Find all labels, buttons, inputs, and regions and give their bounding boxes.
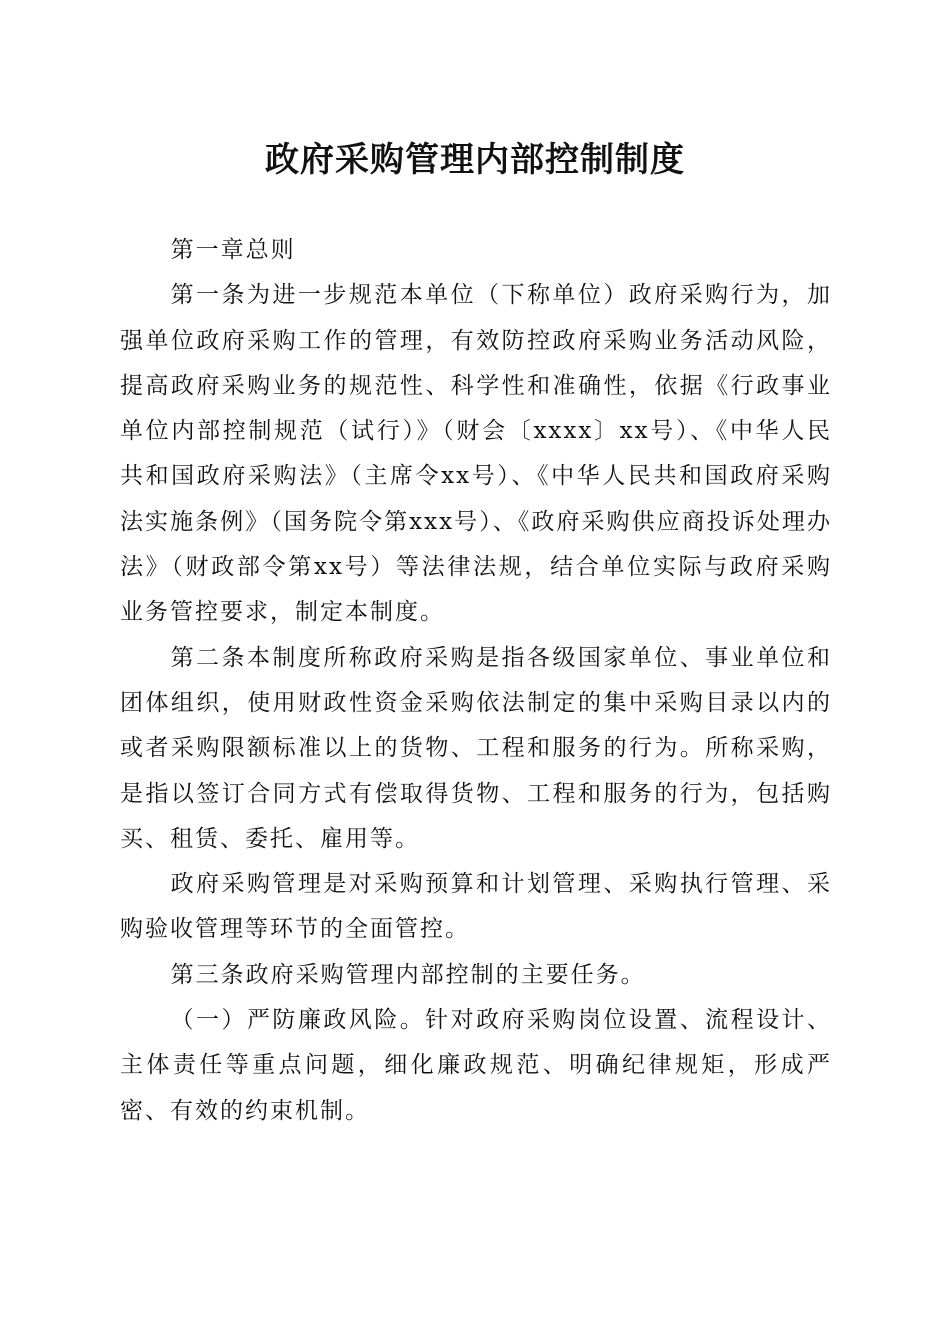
document-title: 政府采购管理内部控制制度 [265, 140, 685, 180]
chapter-heading: 第一章总则 [170, 237, 296, 263]
article-1-paragraph: 第一条为进一步规范本单位（下称单位）政府采购行为，加强单位政府采购工作的管理，有效防控政府采购业务活动风险，提高政府采购业务的规范性、科学性和准确性，依据《行政事业单位内部控制规范（试行）》（财会〔xxxx〕xx号）、《中华人民共和国政府采购法》（主席令xx号）、《中华人民共和国政府采购法实施条例》（国务院令第xxx号）、《政府采购供应商投诉处理办法》（财政部令第xx号）等法律法规，结合单位实际与政府采购业务管控要求，制定本制度。 [120, 282, 832, 626]
document-body [120, 228, 832, 1134]
article-3-paragraph: 第三条政府采购管理内部控制的主要任务。 [170, 961, 646, 988]
item-1-paragraph: （一）严防廉政风险。针对政府采购岗位设置、流程设计、主体责任等重点问题，细化廉政规范、明确纪律规矩，形成严密、有效的约束机制。 [120, 1007, 832, 1124]
procurement-management-paragraph: 政府采购管理是对采购预算和计划管理、采购执行管理、采购验收管理等环节的全面管控。 [120, 871, 832, 943]
article-2-paragraph: 第二条本制度所称政府采购是指各级国家单位、事业单位和团体组织，使用财政性资金采购依法制定的集中采购目录以内的或者采购限额标准以上的货物、工程和服务的行为。所称采购，是指以签订合同方式有偿取得货物、工程和服务的行为，包括购买、租赁、委托、雇用等。 [120, 644, 832, 852]
